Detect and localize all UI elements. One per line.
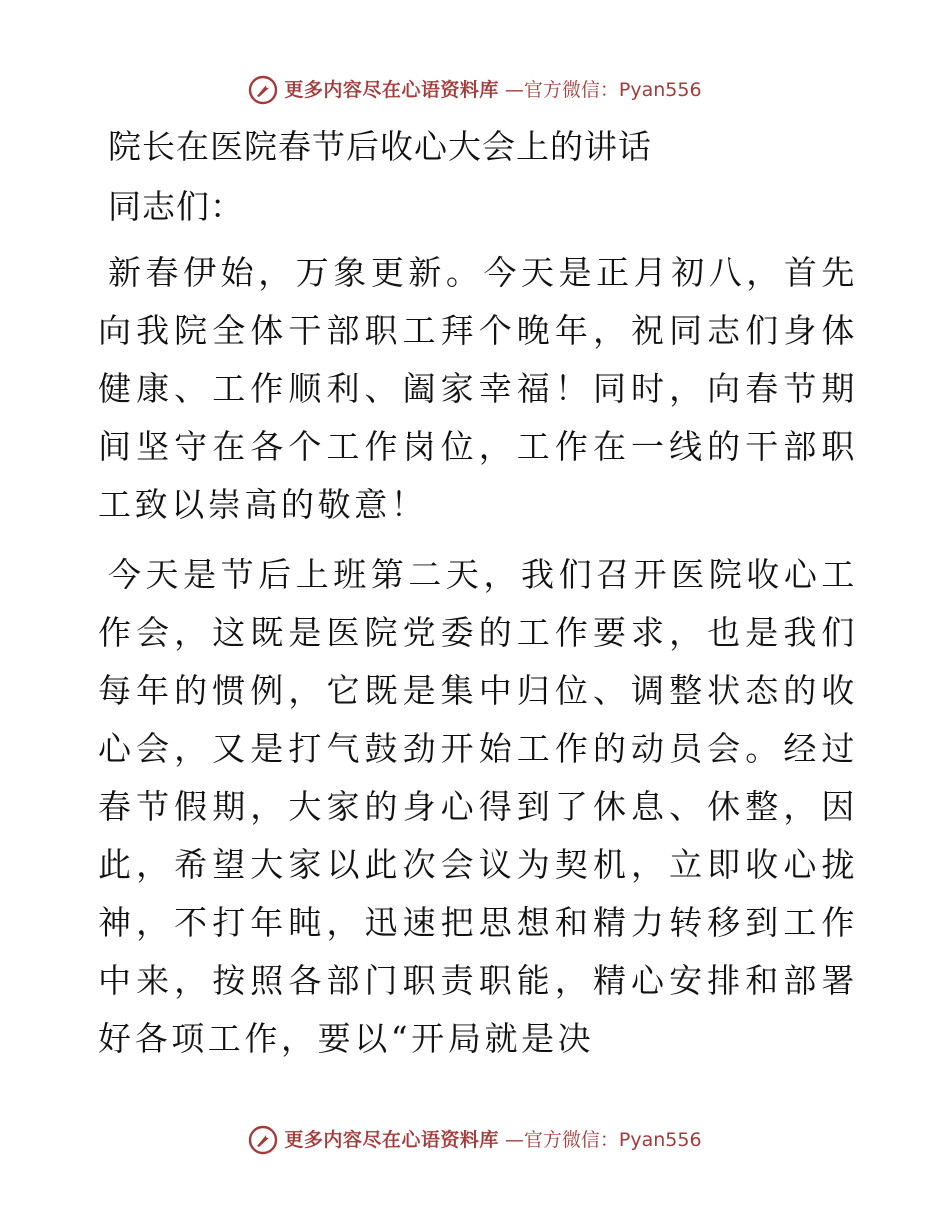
document-body	[98, 124, 858, 1080]
header-banner	[0, 70, 950, 110]
header-banner-contact: —官方微信：Pyan556	[504, 78, 702, 101]
salutation: 同志们：	[108, 187, 244, 226]
pen-nib-circle-icon	[248, 1125, 278, 1155]
footer-banner-contact: —官方微信：Pyan556	[504, 1128, 702, 1151]
paragraph-1: 新春伊始，万象更新。今天是正月初八，首先向我院全体干部职工拜个晚年，祝同志们身体健康、工作顺利、阖家幸福！同时，向春节期间坚守在各个工作岗位，工作在一线的干部职工致以崇高的敬意！	[98, 253, 858, 524]
paragraph-2: 今天是节后上班第二天，我们召开医院收心工作会，这既是医院党委的工作要求，也是我们每年的惯例，它既是集中归位、调整状态的收心会，又是打气鼓劲开始工作的动员会。经过春节假期，大家的身心得到了休息、休整，因此，希望大家以此次会议为契机，立即收心拢神，不打年盹，迅速把思想和精力转移到工作中来，按照各部门职责职能，精心安排和部署好各项工作，要以“开局就是决	[98, 555, 858, 1058]
document-title: 院长在医院春节后收心大会上的讲话	[108, 127, 652, 166]
footer-banner	[0, 1120, 950, 1160]
footer-banner-brand: 更多内容尽在心语资料库	[284, 1128, 499, 1151]
pen-nib-circle-icon	[248, 75, 278, 105]
header-banner-brand: 更多内容尽在心语资料库	[284, 78, 499, 101]
